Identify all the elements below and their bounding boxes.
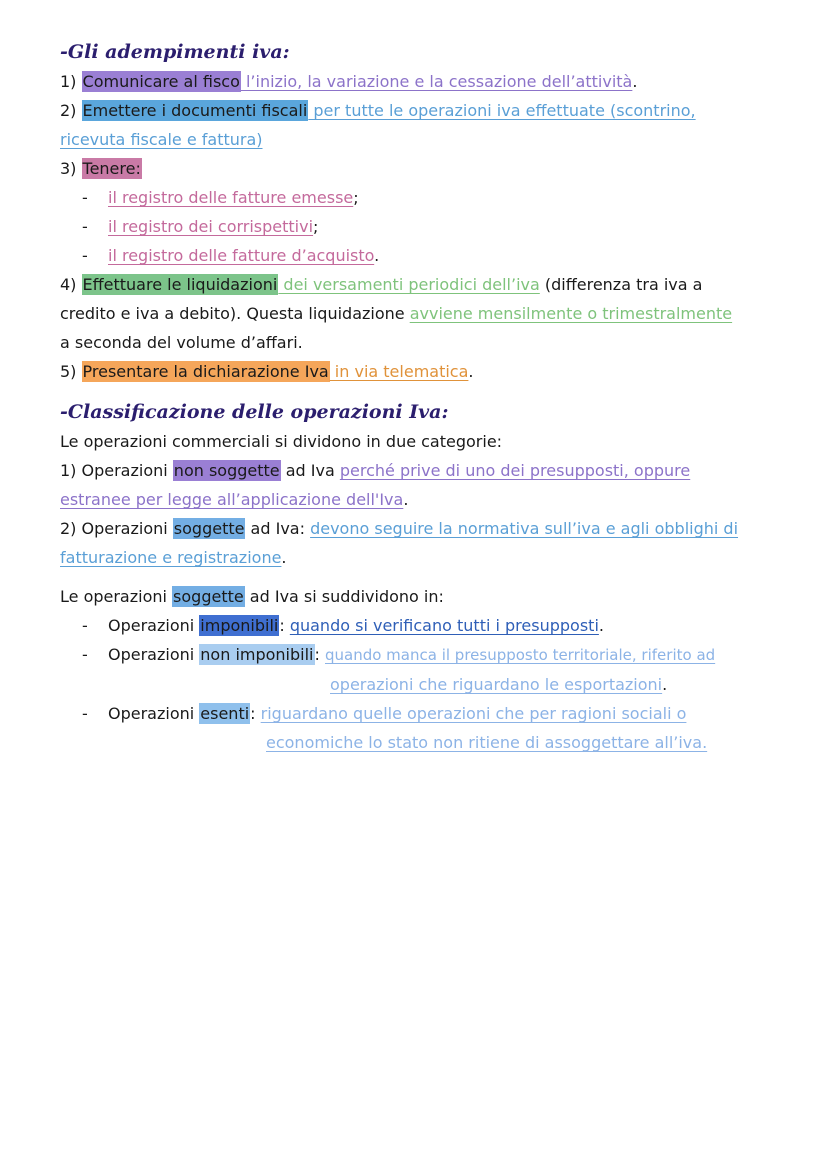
tipo-imponibili: - Operazioni imponibili: quando si verificano tutti i presupposti.: [82, 616, 604, 635]
registro-item: - il registro dei corrispettivi;: [82, 217, 319, 236]
tipo-non-imponibili: - Operazioni non imponibili: quando manca il presupposto territoriale, riferito ad: [82, 645, 716, 664]
operazione-1-cont: estranee per legge all’applicazione dell'Iva.: [60, 490, 409, 509]
document-page: [60, 38, 790, 757]
registro-item: - il registro delle fatture d’acquisto.: [82, 246, 380, 265]
highlight-soggette-2: soggette: [173, 587, 244, 606]
adempimento-4-cont: credito e iva a debito). Questa liquidazione avviene mensilmente o trimestralmente: [60, 304, 733, 323]
intro-text: Le operazioni commerciali si dividono in due categorie:: [60, 432, 503, 451]
highlight-non-soggette: non soggette: [173, 461, 280, 480]
highlight-dichiarazione: Presentare la dichiarazione Iva: [82, 362, 329, 381]
highlight-liquidazioni: Effettuare le liquidazioni: [82, 275, 278, 294]
adempimento-1-detail: l’inizio, la variazione e la cessazione dell’attività: [240, 72, 633, 91]
adempimento-4-cont2: a seconda del volume d’affari.: [60, 333, 303, 352]
operazione-1: 1) Operazioni non soggette ad Iva perché prive di uno dei presupposti, oppure: [60, 461, 691, 480]
spacer: [60, 386, 790, 398]
adempimento-3: 3) Tenere:: [60, 159, 141, 178]
highlight-tenere: Tenere:: [82, 159, 141, 178]
sub-intro: Le operazioni soggette ad Iva si suddividono in:: [60, 587, 444, 606]
tipo-esenti-cont: economiche lo stato non ritiene di assoggettare all’iva.: [266, 733, 708, 752]
section-title-adempimenti: -Gli adempimenti iva:: [60, 41, 290, 63]
adempimento-2-cont: ricevuta fiscale e fattura): [60, 130, 263, 149]
highlight-esenti: esenti: [200, 704, 250, 723]
highlight-soggette: soggette: [173, 519, 245, 538]
operazione-2: 2) Operazioni soggette ad Iva: devono seguire la normativa sull’iva e agli obblighi di: [60, 519, 739, 538]
adempimento-5: 5) Presentare la dichiarazione Iva in via telematica.: [60, 362, 474, 381]
highlight-imponibili: imponibili: [200, 616, 279, 635]
highlight-comunicare: Comunicare al fisco: [82, 72, 240, 91]
registro-item: - il registro delle fatture emesse;: [82, 188, 359, 207]
adempimento-1: 1) Comunicare al fisco l’inizio, la variazione e la cessazione dell’attività.: [60, 72, 638, 91]
operazione-2-cont: fatturazione e registrazione.: [60, 548, 287, 567]
highlight-non-imponibili: non imponibili: [200, 645, 314, 664]
tipo-esenti: - Operazioni esenti: riguardano quelle operazioni che per ragioni sociali o: [82, 704, 687, 723]
item-number: 1): [60, 72, 77, 91]
highlight-emettere: Emettere i documenti fiscali: [82, 101, 308, 120]
adempimento-2-detail: per tutte le operazioni iva effettuate (scontrino,: [308, 101, 696, 120]
adempimento-2: 2) Emettere i documenti fiscali per tutte le operazioni iva effettuate (scontrino,: [60, 101, 696, 120]
tipo-non-imponibili-cont: operazioni che riguardano le esportazioni.: [330, 675, 668, 694]
section-title-classificazione: -Classificazione delle operazioni Iva:: [60, 401, 449, 423]
spacer: [60, 572, 790, 582]
adempimento-4: 4) Effettuare le liquidazioni dei versamenti periodici dell’iva (differenza tra iva a: [60, 275, 703, 294]
